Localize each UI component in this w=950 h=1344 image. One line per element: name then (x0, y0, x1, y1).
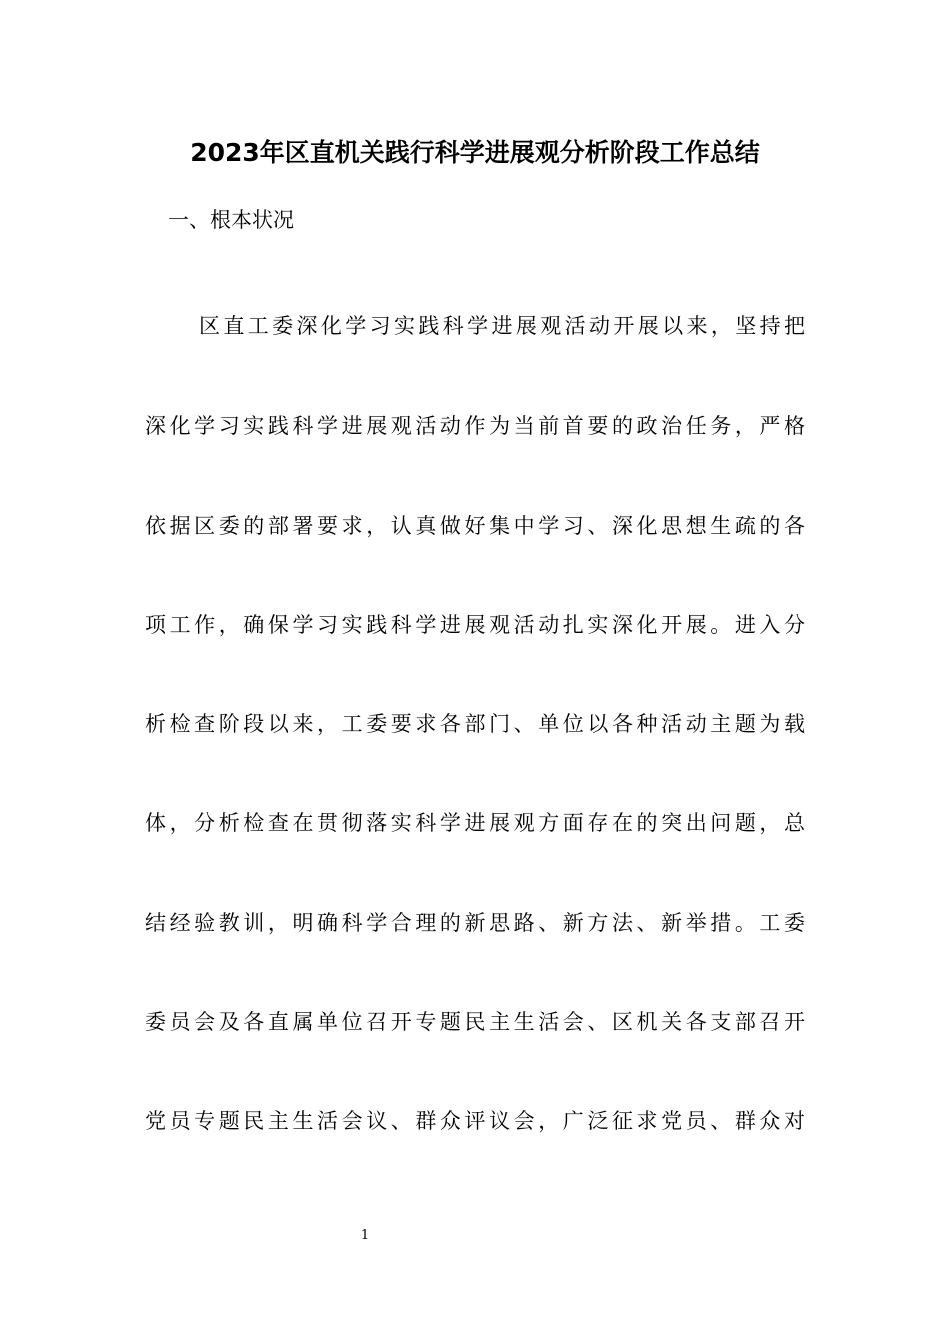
section-heading: 一、根本状况 (168, 208, 294, 232)
paragraph-line: 结经验教训，明确科学合理的新思路、新方法、新举措。工委 (145, 911, 805, 935)
paragraph-line: 深化学习实践科学进展观活动作为当前首要的政治任务，严格 (145, 414, 805, 438)
paragraph-line: 体，分析检查在贯彻落实科学进展观方面存在的突出问题，总 (145, 811, 805, 835)
paragraph-line: 委员会及各直属单位召开专题民主生活会、区机关各支部召开 (145, 1010, 805, 1034)
paragraph-line: 依据区委的部署要求，认真做好集中学习、深化思想生疏的各 (145, 514, 805, 538)
document-title: 2023年区直机关践行科学进展观分析阶段工作总结 (190, 138, 760, 167)
paragraph-line: 区直工委深化学习实践科学进展观活动开展以来，坚持把 (199, 314, 805, 338)
paragraph-line: 析检查阶段以来，工委要求各部门、单位以各种活动主题为载 (145, 712, 805, 736)
paragraph-line: 项工作，确保学习实践科学进展观活动扎实深化开展。进入分 (145, 613, 805, 637)
page-number: 1 (360, 1228, 370, 1243)
paragraph-line: 党员专题民主生活会议、群众评议会，广泛征求党员、群众对 (145, 1109, 805, 1133)
